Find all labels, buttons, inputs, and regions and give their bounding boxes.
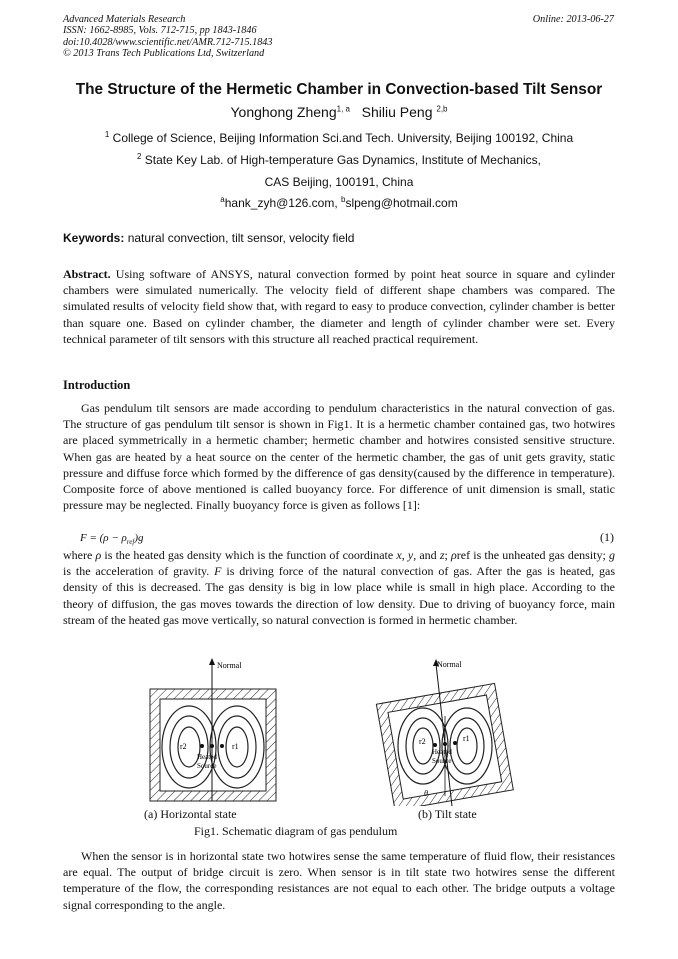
abstract (63, 266, 615, 347)
heated-label-b: Heated (432, 748, 452, 756)
caption-b: (b) Tilt state (418, 807, 477, 821)
p2-start: where (63, 548, 96, 562)
aff-1-sup: 1 (104, 130, 110, 139)
affiliation-1 (0, 131, 678, 145)
p2-rho2: ρ (451, 548, 457, 562)
equation-main: F = (ρ − ρ (80, 532, 127, 544)
p2-x: x (396, 548, 402, 562)
hotwire-r2-b (433, 743, 437, 747)
p2-mid2: ref is the unheated gas density; (456, 548, 609, 562)
keywords (63, 231, 354, 245)
p2-F: F (214, 564, 222, 579)
r1-label-b: r1 (463, 734, 470, 743)
panel-tilt (376, 659, 513, 806)
source-label-b: Source (432, 757, 452, 765)
r2-label-a: r2 (180, 742, 187, 751)
arrow-icon (209, 658, 215, 665)
r2-label-b: r2 (419, 737, 426, 746)
equation-1 (80, 532, 144, 546)
p2-rest: is driving force of the natural convection of gas. After the gas is heated, gas density of this is decreased. The gas density is big in low place while is small in high place. According to the theory of diffusion, the gas moves towards the direction of low density. Due to driving of buoyancy force, main stream of the heated gas move vertically, so natural convection is formed in hermetic chamber. (63, 564, 615, 627)
intro-paragraph-1: Gas pendulum tilt sensors are made according to pendulum characteristics in the natural convection of gas. The structure of gas pendulum tilt sensor is shown in Fig1. It is a hermetic chamber contained gas, two hotwires are placed symmetrically in a hermetic chamber; hermetic chamber and hotwires consisted sensitive structure. When gas are heated by a heat source on the center of the hermetic chamber, the gas of unit gets gravity, static pressure and diffuse force which formed by the difference of gas density(caused by the difference in temperature). Composite force of above mentioned is called buoyancy force. For difference of unit dimension is small, static pressure may be neglected. Finally buoyancy force is given as follows [1]: (63, 401, 615, 513)
figure-caption: Fig1. Schematic diagram of gas pendulum (194, 824, 398, 838)
affiliation-2b: CAS Beijing, 100191, China (264, 175, 414, 189)
journal-name: Advanced Materials Research (63, 14, 186, 25)
keywords-text: natural convection, tilt sensor, velocity field (127, 231, 355, 245)
email-b: slpeng@hotmail.com (345, 196, 458, 210)
p2-c1: , (401, 548, 408, 562)
author-1: Yonghong Zheng (230, 104, 337, 120)
hotwire-r1-b (453, 741, 457, 745)
copyright-line: © 2013 Trans Tech Publications Ltd, Switzerland (63, 48, 265, 60)
p2-g: g (609, 548, 615, 562)
abstract-text: Using software of ANSYS, natural convection formed by point heat source in square and cylinder chambers were simulated numerically. The velocity field of different shape chambers was compared. The simulated results of velocity field show that, with regard to easy to produce convection, cylinder chamber is better than square one. Based on cylinder chamber, the diameter and length of cylinder chamber were set. Every technical parameter of tilt sensors with this structure all reached practical requirement. (63, 267, 616, 346)
p2-c2: , and (413, 548, 440, 562)
p2-y: y (407, 548, 414, 562)
email-a-sup: a (220, 195, 225, 204)
heat-source-a (210, 744, 214, 748)
issn-line: ISSN: 1662-8985, Vols. 712-715, pp 1843-1846 (63, 25, 257, 37)
p2-mid3: is the acceleration of gravity. (63, 564, 215, 579)
intro-paragraph-2 (63, 547, 615, 628)
intro-paragraph-3: When the sensor is in horizontal state two hotwires sense the same temperature of fluid flow, their resistances are equal. The output of bridge circuit is zero. When sensor is in tilt state two hotwires sense the different temperature of the flow, the corresponding resistances are not equal to each other. The bridge outputs a voltage signal corresponding to the angle. (63, 849, 615, 912)
email-b-sup: b (341, 195, 346, 204)
equation-end: )g (134, 532, 144, 544)
affiliation-2 (0, 153, 678, 167)
author-1-sup: 1, a (336, 104, 350, 114)
equation-number: (1) (600, 530, 614, 544)
aff-2-sup: 2 (137, 152, 142, 161)
hotwire-r2-a (200, 744, 204, 748)
normal-label-b: Normal (437, 660, 462, 669)
p2-z: z (439, 548, 445, 562)
section-heading-introduction: Introduction (63, 378, 131, 392)
aff-2-text: State Key Lab. of High-temperature Gas Dynamics, Institute of Mechanics, (144, 153, 541, 167)
p2-c3: ; (444, 548, 451, 562)
author-line (0, 104, 678, 120)
p2-mid1: is the heated gas density which is the function of coordinate (101, 548, 397, 562)
paper-title: The Structure of the Hermetic Chamber in Convection-based Tilt Sensor (75, 81, 603, 98)
normal-label-a: Normal (217, 661, 242, 670)
equation-sub: ref (126, 538, 135, 547)
emails (0, 196, 678, 210)
p2-rho: ρ (95, 548, 102, 562)
hotwire-r1-a (220, 744, 224, 748)
online-date: Online: 2013-06-27 (532, 14, 614, 25)
panel-horizontal (150, 658, 276, 801)
source-label-a: Source (197, 762, 217, 770)
author-2: Shiliu Peng (361, 104, 433, 120)
r1-label-a: r1 (232, 742, 239, 751)
abstract-label: Abstract. (63, 267, 111, 281)
figure-gas-pendulum (140, 656, 560, 806)
aff-1-text: College of Science, Beijing Information Sci.and Tech. University, Beijing 100192, China (112, 131, 574, 145)
heated-label-a: Heated (197, 753, 217, 761)
heat-source-b (443, 742, 447, 746)
caption-a: (a) Horizontal state (144, 807, 237, 821)
email-a: hank_zyh@126.com, (224, 196, 338, 210)
doi-line: doi:10.4028/www.scientific.net/AMR.712-715.1843 (63, 36, 273, 48)
author-2-sup: 2,b (436, 104, 448, 114)
journal-header (63, 14, 272, 60)
theta-label: θ (424, 789, 428, 798)
keywords-label: Keywords: (63, 231, 125, 245)
